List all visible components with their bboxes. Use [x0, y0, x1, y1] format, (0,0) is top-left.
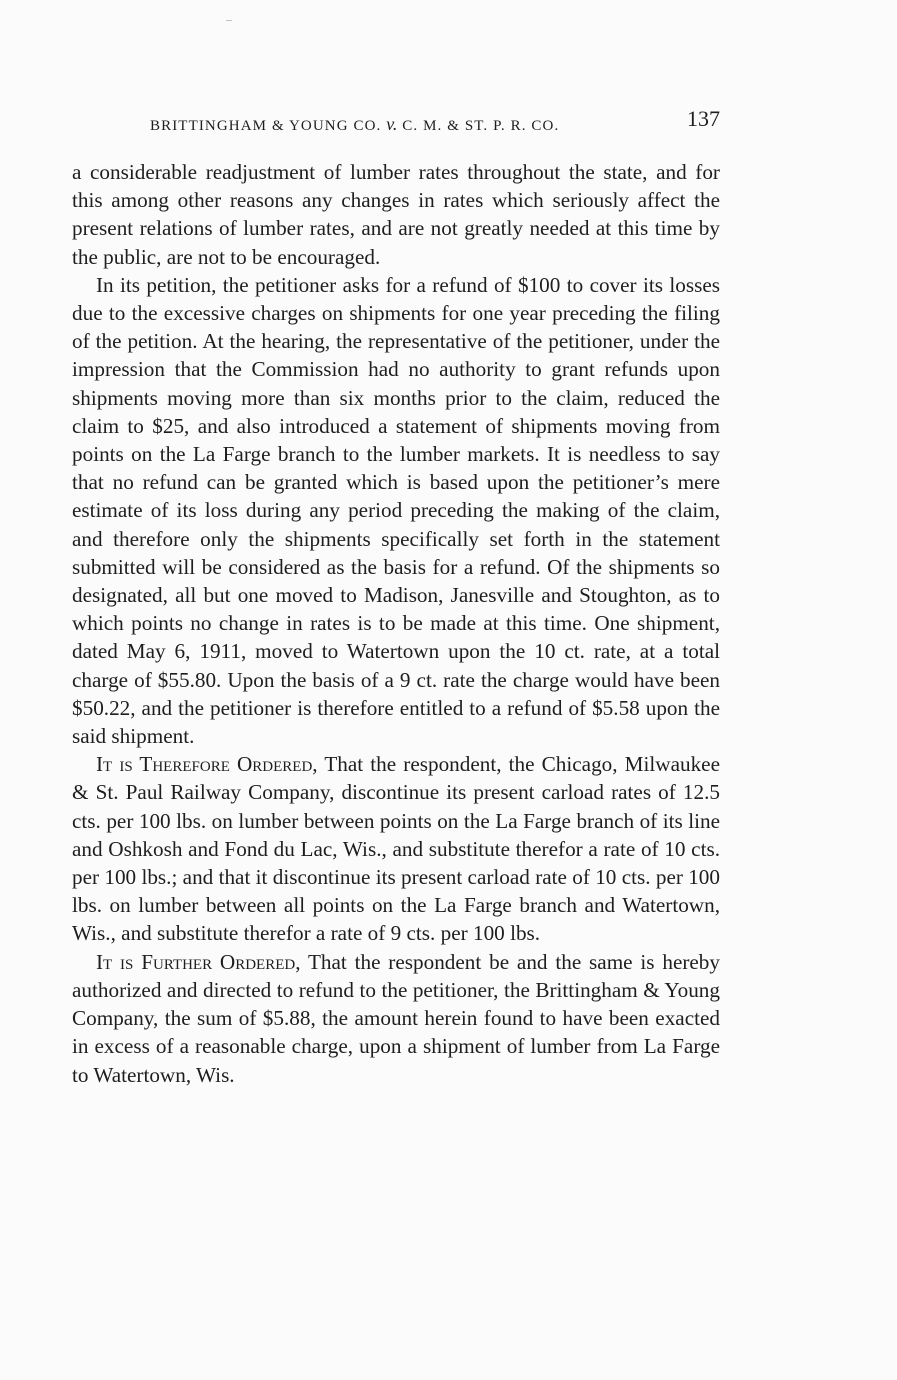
order-lead-phrase: It is Further Ordered [96, 949, 296, 974]
running-head [150, 114, 559, 135]
scan-speck [226, 20, 232, 21]
page-header [72, 104, 722, 140]
order-lead-phrase: It is Therefore Ordered [96, 752, 313, 777]
paragraph-order-rates [72, 750, 720, 947]
paragraph-continuation [72, 158, 720, 271]
paragraph-order-refund [72, 948, 720, 1089]
running-head-right: C. M. & ST. P. R. CO. [397, 118, 560, 134]
paragraph-text: a considerable readjustment of lumber rates throughout the state, and for this among other reasons any changes in rates which seriously affect the present relations of lumber rates, and are not greatly needed at this time by the public, are not to be encouraged. [72, 160, 720, 269]
paragraph-text: , That the respondent be and the same is hereby authorized and directed to refund to the petitioner, the Brittingham & Young Company, the sum of $5.88, the amount herein found to have been exacted in excess of a reasonable charge, upon a shipment of lumber from La Farge to Watertown, Wis. [72, 949, 720, 1087]
body-text [72, 158, 720, 1089]
paragraph-refund-claim [72, 271, 720, 750]
paragraph-text: , That the respondent, the Chicago, Milwaukee & St. Paul Railway Company, discontinue its present carload rates of 12.5 cts. per 100 lbs. on lumber between points on the La Farge branch of its line and Oshkosh and Fond du Lac, Wis., and substitute therefor a rate of 10 cts. per 100 lbs.; and that it discontinue its present carload rate of 10 cts. per 100 lbs. on lumber between all points on the La Farge branch and Watertown, Wis., and substitute therefor a rate of 9 cts. per 100 lbs. [72, 752, 720, 946]
page-number: 137 [687, 106, 720, 131]
running-head-versus: v. [386, 114, 398, 134]
running-head-left: BRITTINGHAM & YOUNG CO. [150, 118, 387, 134]
paragraph-text: In its petition, the petitioner asks for a refund of $100 to cover its losses due to the excessive charges on shipments for one year preceding the filing of the petition. At the hearing, the representative of the petitioner, under the impression that the Commission had no authority to grant refunds upon shipments moving more than six months prior to the claim, reduced the claim to $25, and also introduced a statement of shipments moving from points on the La Farge branch to the lumber markets. It is needless to say that no refund can be granted which is based upon the petitioner’s mere estimate of its loss during any period preceding the making of the claim, and therefore only the shipments specifically set forth in the statement submitted will be considered as the basis for a refund. Of the shipments so designated, all but one moved to Madison, Janesville and Stoughton, as to which points no change in rates is to be made at this time. One shipment, dated May 6, 1911, moved to Watertown upon the 10 ct. rate, at a total charge of $55.80. Upon the basis of a 9 ct. rate the charge would have been $50.22, and the petitioner is therefore entitled to a refund of $5.58 upon the said shipment. [72, 272, 720, 749]
